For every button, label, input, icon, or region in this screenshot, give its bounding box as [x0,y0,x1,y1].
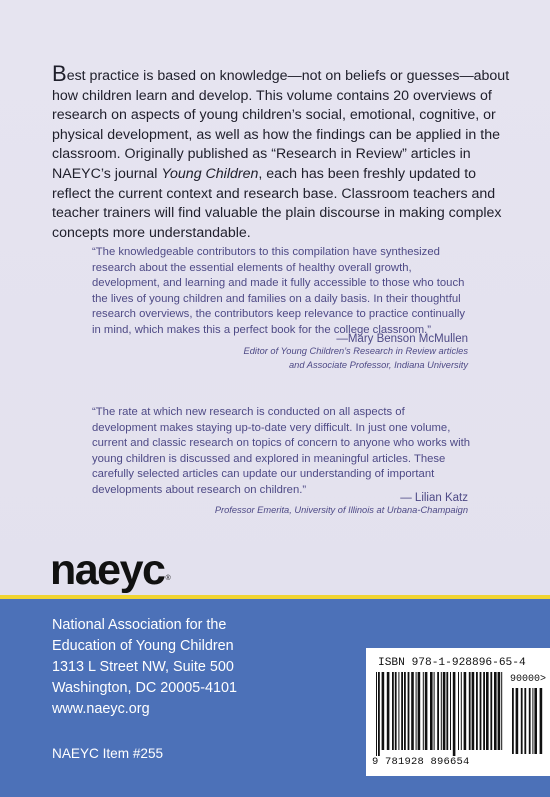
barcode-bar [469,672,471,750]
barcode-bar [461,672,462,750]
journal-title: Young Children [161,165,259,182]
drop-letter: B [52,61,67,86]
quote-mcmullen: “The knowledgeable contributors to this compilation have synthesized research about the essential elements of healthy overall growth, development, and learning and made it fully accessible to those who touch the lives of young children and families on a daily basis. In their thoughtful research overviews, the contributors keep relevance to practice continually in mind, which makes this a perfect book for the college classroom.” [92,246,465,336]
barcode-bar [512,688,514,754]
publisher-name-line1: National Association for the [52,617,227,633]
barcode-bar [516,688,519,754]
publisher-address [52,615,237,720]
barcode-bar [376,672,377,756]
barcode-bar [434,672,435,750]
barcode-bar [534,688,537,754]
barcode-bar [425,672,428,750]
barcode-bar [458,672,459,750]
barcode-bar [472,672,475,750]
intro-text-part2: , each has been freshly updated to reflect the current context and research base. Classroom teachers and teacher trainers will find valuable the plain discourse in making complex concepts more understandable. [52,165,502,241]
city-state-zip: Washington, DC 20005-4101 [52,680,238,696]
quote-author-role: Editor of Young Children’s Research in Review articles [243,346,468,356]
quote-author-role: Professor Emerita, University of Illinois at Urbana-Champaign [214,505,468,515]
barcode-bar [437,672,439,750]
barcode-bar [540,688,543,754]
barcode-bar [401,672,403,750]
barcode-bar [498,672,501,750]
barcode-bar [532,688,533,754]
publisher-name-line2: Education of Young Children [52,638,234,654]
barcode-bar [521,688,523,754]
barcode-bar [398,672,399,750]
ean-digits: 9 781928 896654 [372,756,470,768]
barcode-bar [501,672,502,750]
barcode-bar [450,672,451,750]
barcode-bar [430,672,433,750]
isbn-label: ISBN 978-1-928896-65-4 [378,657,526,669]
barcode-bar [453,672,456,756]
barcode-bar [483,672,485,750]
naeyc-logo [50,546,171,594]
intro-paragraph [52,61,512,243]
barcode-bar [464,672,467,750]
isbn-barcode [366,648,550,776]
barcode-bar [423,672,424,750]
barcode-bar [446,672,448,750]
barcode-bar [418,672,421,750]
barcode-bar [378,672,380,756]
barcode-bar [476,672,478,750]
quote-katz: “The rate at which new research is conducted on all aspects of development makes staying up-to-date very difficult. In just one volume, current and classic research on topics of concern to anyone who works with young children is discussed and explored in meaningful articles. These carefully selected articles can update our understanding of important developments about research on children.” [92,406,471,496]
barcode-bar [490,672,492,750]
barcode-bar [416,672,417,750]
barcode-bar [411,672,414,750]
quote-author-role: and Associate Professor, Indiana University [289,359,468,370]
addon-barcode-bars [510,688,546,754]
quote-author: —Mary Benson McMullen [336,333,468,345]
quote-author: — Lilian Katz [400,492,468,504]
street-address: 1313 L Street NW, Suite 500 [52,659,234,675]
barcode-bar [524,688,526,754]
barcode-bar [404,672,406,750]
price-addon-label: 90000> [510,674,547,685]
ean-barcode-bars [374,672,506,756]
barcode-bar [382,672,385,750]
attribution-katz [215,492,468,518]
barcode-bar [408,672,410,750]
barcode-bar [395,672,397,750]
barcode-bar [441,672,442,750]
attribution-mcmullen [244,333,468,372]
barcode-bar [494,672,497,750]
registered-mark: ® [165,575,171,582]
barcode-bar [387,672,390,750]
barcode-bar [486,672,489,750]
barcode-bar [443,672,446,750]
barcode-bar [392,672,394,750]
barcode-bar [529,688,531,754]
logo-wordmark: naeyc [50,546,165,594]
item-number: NAEYC Item #255 [52,746,164,761]
barcode-bar [480,672,482,750]
website-url: www.naeyc.org [52,701,150,717]
intro-text-part1: est practice is based on knowledge—not on beliefs or guesses—about how children learn and develop. This volume contains 20 overviews of research on aspects of young children’s social, emotional, cognitive, or physical development, as well as how the findings can be applied in the classroom. Originally published as “Research in Review” articles in NAEYC’s journal [52,68,510,182]
